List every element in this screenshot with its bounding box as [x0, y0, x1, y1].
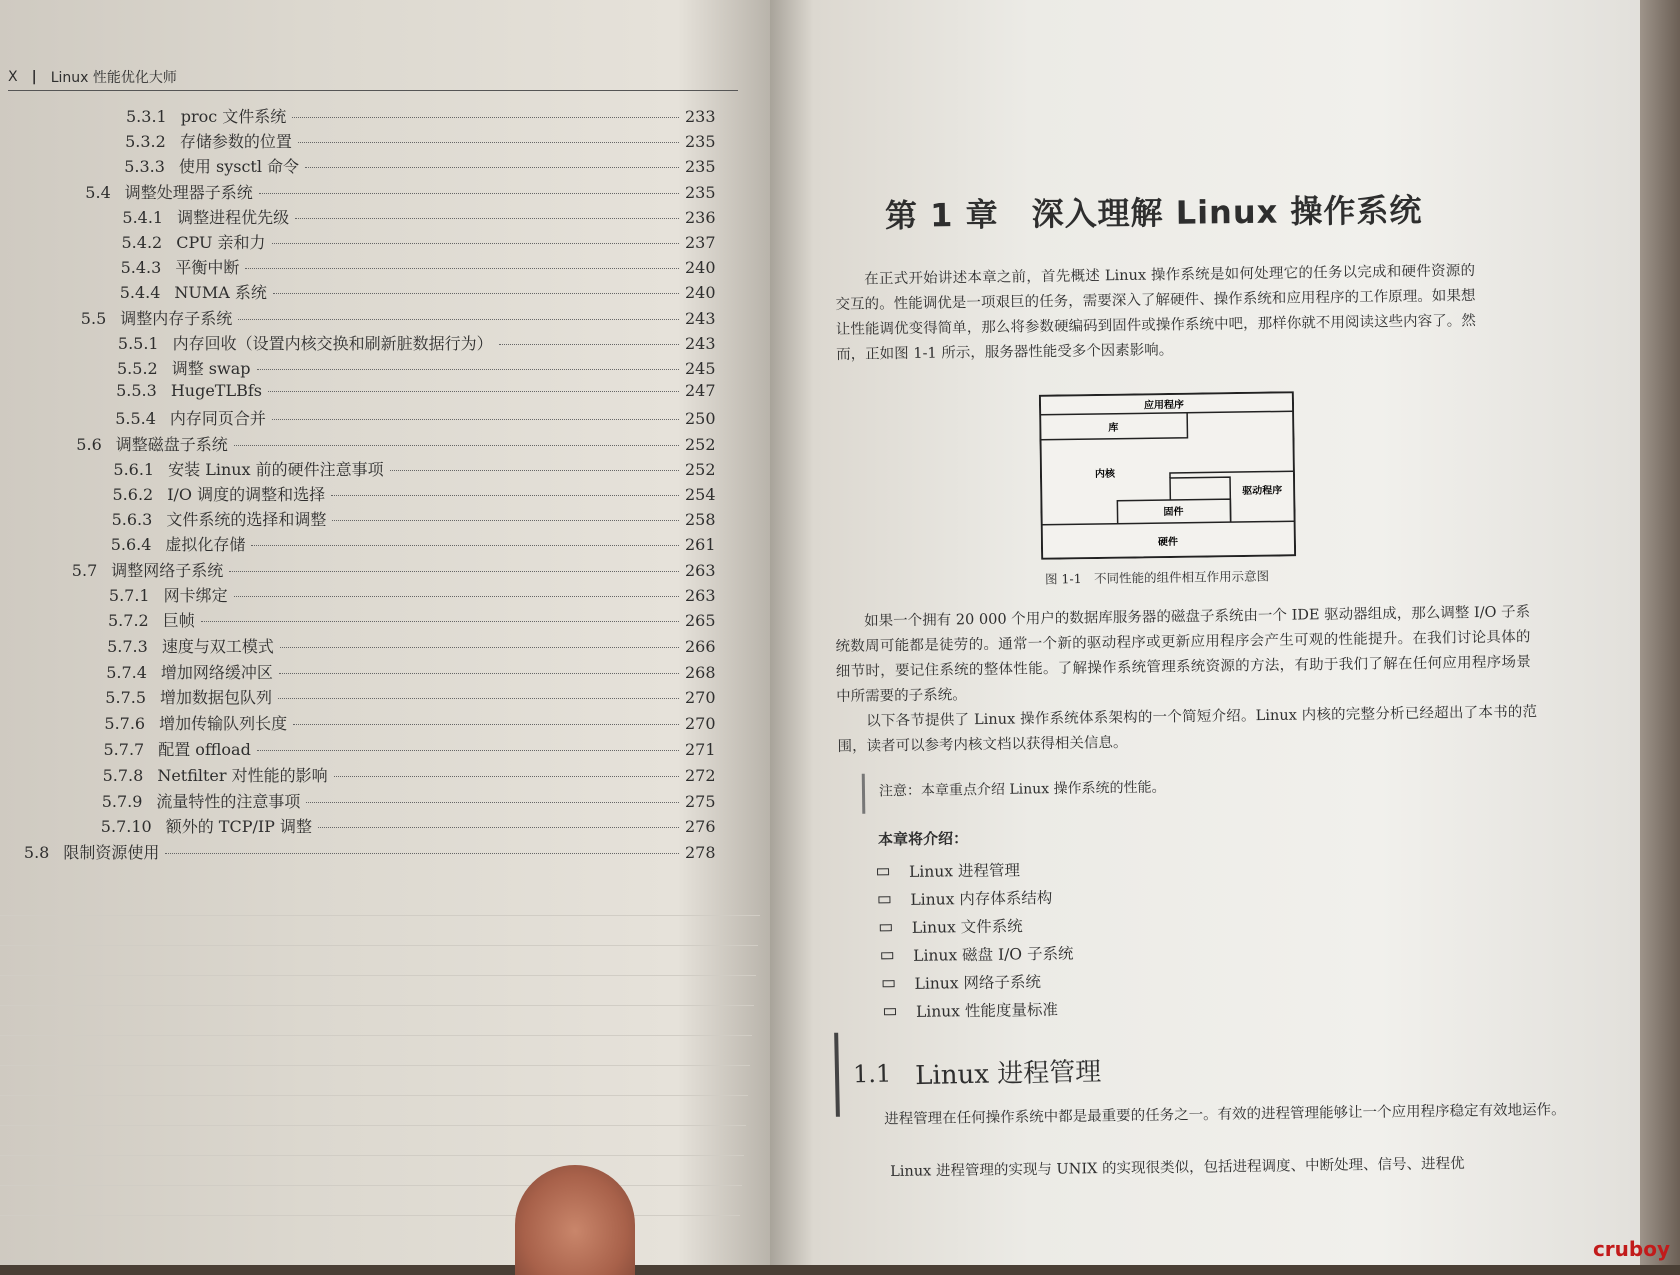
toc-entry: [122, 205, 715, 229]
toc-entry: [101, 814, 715, 838]
toc-leader-dots: [306, 802, 679, 803]
topic-item: [881, 939, 1074, 970]
left-page: [0, 0, 770, 1265]
toc-page-number: 272: [684, 765, 716, 785]
toc-entry: [113, 482, 716, 506]
toc-page-number: 275: [684, 791, 716, 811]
toc-page-number: 236: [684, 207, 716, 227]
toc-page-number: 240: [684, 258, 716, 278]
topic-label: Linux 内存体系结构: [910, 888, 1053, 909]
topic-item: [878, 883, 1073, 914]
toc-page-number: 270: [684, 714, 716, 734]
toc-number: 5.7.6: [104, 714, 146, 734]
ruled-line: [0, 1065, 750, 1066]
toc-title: 调整进程优先级: [177, 207, 290, 227]
paragraph-5: Linux 进程管理的实现与 UNIX 的实现很类似，包括进程调度、中断处理、信号、进程优: [890, 1155, 1465, 1180]
toc-leader-dots: [165, 853, 679, 854]
toc-number: 5.4.1: [122, 207, 164, 227]
paragraph-2: 如果一个拥有 20 000 个用户的数据库服务器的磁盘子系统由一个 IDE 驱动器组成，那么调整 I/O 子系统数周可能都是徒劳的。通常一个新的驱动程序或更新应用程序会产生可观的性能提升。在我们讨论具体的细节时，要记住系统的整体性能。了解操作系统管理系统资源的方法，有助于我们了解在任何应用程序场景中所需要的子系统。: [835, 604, 1531, 705]
header-separator: |: [31, 69, 37, 85]
toc-entry: [107, 634, 715, 658]
toc-leader-dots: [259, 193, 679, 194]
checkbox-icon: [877, 868, 889, 875]
toc-title: 调整网络子系统: [111, 560, 224, 580]
running-header: [8, 64, 738, 91]
topic-item: [880, 911, 1074, 942]
toc-entry: [72, 558, 715, 582]
toc-leader-dots: [390, 470, 679, 471]
toc-entry: [120, 280, 715, 304]
toc-title: 使用 sysctl 命令: [178, 157, 300, 177]
toc-number: 5.4: [85, 182, 111, 202]
section-title: Linux 进程管理: [914, 1056, 1102, 1091]
toc-title: 内存回收（设置内核交换和刷新脏数据行为）: [172, 333, 493, 353]
toc-title: HugeTLBfs: [170, 381, 262, 401]
topic-label: Linux 磁盘 I/O 子系统: [913, 944, 1074, 965]
toc-number: 5.7.2: [108, 611, 149, 630]
paragraph-3: 以下各节提供了 Linux 操作系统体系架构的一个简短介绍。Linux 内核的完整分析已经超出了本书的范围，读者可以参考内核文档以获得相关信息。: [837, 704, 1538, 755]
toc-number: 5.5.3: [116, 381, 157, 401]
toc-page-number: 261: [684, 535, 716, 555]
toc-entry: [111, 532, 715, 556]
toc-title: 安装 Linux 前的硬件注意事项: [168, 459, 384, 479]
toc-title: 存储参数的位置: [179, 132, 292, 152]
toc-leader-dots: [499, 344, 679, 345]
toc-number: 5.3.1: [126, 107, 167, 126]
toc-title: 增加传输队列长度: [159, 714, 288, 734]
toc-page-number: 270: [684, 688, 716, 708]
toc-number: 5.4.2: [121, 233, 163, 252]
toc-title: 调整 swap: [171, 359, 251, 378]
desk-edge: [1640, 0, 1680, 1265]
toc-number: 5.7.5: [105, 688, 147, 708]
toc-number: 5.7.7: [103, 740, 145, 759]
ruled-line: [0, 1095, 748, 1096]
toc-number: 5.6.4: [110, 535, 152, 555]
toc-title: 巨帧: [162, 611, 195, 630]
ruled-line: [0, 975, 756, 976]
toc-title: proc 文件系统: [180, 107, 287, 126]
toc-entry: [104, 737, 716, 761]
toc-leader-dots: [332, 520, 679, 521]
toc-entry: [116, 381, 715, 405]
toc-number: 5.7.10: [100, 817, 152, 837]
toc-title: 流量特性的注意事项: [156, 791, 301, 811]
toc-leader-dots: [280, 647, 679, 648]
label-applications: 应用程序: [1143, 399, 1185, 412]
toc-title: 增加网络缓冲区: [160, 662, 273, 682]
toc-page-number: 263: [684, 585, 716, 605]
topic-label: Linux 性能度量标准: [915, 1000, 1058, 1021]
toc-leader-dots: [292, 117, 679, 118]
toc-title: CPU 亲和力: [176, 233, 266, 252]
toc-entry: [113, 457, 715, 481]
toc-entry: [125, 129, 715, 153]
label-drivers: 驱动程序: [1242, 485, 1283, 497]
intro-paragraph: 在正式开始讲述本章之前，首先概述 Linux 操作系统是如何处理它的任务以完成和硬件资源的交互的。性能调优是一项艰巨的任务，需要深入了解硬件、操作系统和应用程序的工作原理。如果想让性能调优变得简单，那么将参数硬编码到固件或操作系统中吧，那样你就不用阅读这些内容了。然而，正如图 1-1 所示，服务器性能受多个因素影响。: [835, 263, 1476, 363]
topic-label: Linux 文件系统: [911, 917, 1023, 937]
toc-page-number: 250: [684, 409, 716, 429]
ruled-line: [0, 1005, 754, 1006]
section-number: 1.1: [852, 1059, 892, 1089]
toc-title: 网卡绑定: [163, 585, 228, 605]
label-hardware: 硬件: [1157, 536, 1179, 549]
chapter-title: 第 1 章 深入理解 Linux 操作系统: [884, 191, 1423, 235]
toc-number: 5.3.2: [125, 132, 166, 152]
toc-entry: [117, 356, 715, 380]
toc-leader-dots: [234, 445, 679, 446]
toc-leader-dots: [298, 142, 679, 143]
ruled-line: [0, 915, 760, 916]
toc-page-number: 278: [684, 843, 716, 863]
toc-page-number: 252: [684, 459, 716, 479]
toc-number: 5.7.1: [108, 585, 150, 605]
toc-leader-dots: [279, 673, 679, 674]
checkbox-icon: [881, 952, 893, 959]
toc-title: Netfilter 对性能的影响: [157, 765, 328, 785]
book-title: Linux 性能优化大师: [50, 70, 177, 86]
toc-entry: [124, 154, 715, 178]
toc-number: 5.4.3: [120, 258, 162, 278]
toc-entry: [81, 306, 715, 330]
toc-title: 内存同页合并: [169, 409, 266, 429]
toc-entry: [109, 583, 715, 607]
toc-number: 5.6.2: [112, 485, 154, 504]
toc-entry: [121, 255, 715, 279]
component-diagram: [1039, 391, 1296, 560]
checkbox-icon: [878, 896, 890, 903]
toc-title: 平衡中断: [175, 258, 240, 278]
toc-leader-dots: [238, 319, 679, 320]
figure-1-1: [1039, 391, 1296, 560]
toc-title: 限制资源使用: [63, 843, 160, 863]
ruled-line: [0, 1035, 752, 1036]
toc-number: 5.5: [80, 308, 107, 328]
toc-entry: [24, 840, 715, 864]
topic-label: Linux 进程管理: [908, 861, 1021, 881]
toc-leader-dots: [273, 293, 679, 294]
toc-title: 额外的 TCP/IP 调整: [165, 817, 313, 837]
ruled-line: [0, 1125, 746, 1126]
toc-title: 增加数据包队列: [160, 688, 273, 708]
toc-leader-dots: [278, 698, 679, 699]
note-box: 注意：本章重点介绍 Linux 操作系统的性能。: [862, 766, 1403, 814]
toc-number: 5.5.4: [115, 409, 156, 429]
toc-page-number: 243: [684, 308, 716, 328]
chapter-topics-list: [877, 855, 1075, 1026]
toc-number: 5.7.3: [107, 636, 148, 656]
topic-item: [877, 855, 1073, 886]
toc-leader-dots: [251, 545, 679, 546]
toc-entry: [85, 180, 715, 204]
toc-leader-dots: [295, 218, 679, 219]
toc-entry: [118, 331, 715, 355]
toc-entry: [112, 507, 715, 531]
toc-title: 虚拟化存储: [165, 535, 246, 555]
toc-leader-dots: [257, 750, 679, 751]
toc-number: 5.5.1: [117, 333, 159, 353]
topic-item: [882, 967, 1074, 998]
toc-entry: [126, 104, 715, 128]
toc-page-number: 235: [684, 157, 716, 177]
toc-page-number: 254: [685, 485, 716, 504]
label-kernel: 内核: [1094, 468, 1116, 481]
toc-page-number: 268: [684, 662, 716, 682]
toc-number: 5.6.1: [113, 459, 155, 479]
label-libraries: 库: [1108, 422, 1119, 434]
topic-label: Linux 网络子系统: [914, 973, 1042, 993]
topic-item: [884, 995, 1075, 1026]
checkbox-icon: [883, 980, 895, 987]
toc-page-number: 263: [684, 560, 716, 580]
thumb: [515, 1165, 635, 1275]
toc-page-number: 233: [685, 107, 716, 126]
toc-number: 5.3.3: [124, 157, 165, 177]
toc-leader-dots: [334, 776, 679, 777]
toc-number: 5.7.9: [101, 791, 143, 811]
toc-page-number: 237: [685, 233, 716, 252]
toc-leader-dots: [272, 419, 679, 420]
toc-page-number: 271: [685, 740, 716, 759]
toc-page-number: 245: [685, 359, 716, 378]
toc-leader-dots: [257, 369, 680, 370]
ruled-line: [0, 1155, 744, 1156]
label-firmware: 固件: [1163, 506, 1184, 519]
watermark: cruboy: [1592, 1237, 1670, 1261]
toc-title: 调整内存子系统: [120, 308, 233, 328]
toc-title: 配置 offload: [158, 740, 251, 759]
toc-number: 5.7: [71, 560, 98, 580]
toc-page-number: 235: [684, 182, 716, 202]
toc-page-number: 258: [684, 510, 716, 530]
toc-entry: [103, 763, 715, 787]
toc-leader-dots: [201, 621, 679, 622]
toc-number: 5.7.4: [106, 662, 147, 682]
toc-leader-dots: [234, 596, 679, 597]
paragraph-4: 进程管理在任何操作系统中都是最重要的任务之一。有效的进程管理能够让一个应用程序稳定有效地运作。: [884, 1102, 1566, 1128]
chapter-intro-heading: 本章将介绍：: [877, 829, 969, 849]
page-number: X: [8, 69, 18, 85]
toc-title: I/O 调度的调整和选择: [167, 485, 326, 504]
toc-page-number: 252: [684, 434, 716, 454]
toc-number: 5.4.4: [119, 283, 161, 303]
toc-leader-dots: [305, 167, 679, 168]
toc-entry: [122, 230, 716, 254]
toc-leader-dots: [318, 827, 679, 828]
toc-page-number: 235: [684, 132, 716, 152]
toc-number: 5.8: [23, 843, 50, 863]
toc-title: 速度与双工模式: [161, 636, 274, 656]
toc-leader-dots: [229, 571, 679, 572]
toc-page-number: 243: [684, 333, 716, 353]
toc-page-number: 240: [684, 283, 716, 303]
toc-entry: [108, 608, 715, 632]
toc-number: 5.7.8: [102, 765, 144, 785]
toc-leader-dots: [293, 724, 679, 725]
toc-page-number: 276: [684, 817, 716, 837]
ruled-line: [0, 1185, 742, 1186]
toc-leader-dots: [331, 495, 679, 496]
toc-leader-dots: [272, 243, 679, 244]
figure-caption: 图 1-1 不同性能的组件相互作用示意图: [1044, 568, 1270, 587]
toc-entry: [115, 406, 715, 430]
toc-title: NUMA 系统: [174, 283, 267, 303]
toc-entry: [104, 711, 715, 735]
checkbox-icon: [884, 1008, 896, 1015]
toc-number: 5.6: [76, 434, 102, 454]
toc-title: 调整处理器子系统: [124, 182, 253, 202]
toc-number: 5.6.3: [111, 510, 153, 530]
toc-leader-dots: [245, 268, 679, 269]
section-heading: [834, 1027, 1102, 1117]
toc-title: 调整磁盘子系统: [115, 434, 228, 454]
toc-page-number: 265: [685, 611, 716, 630]
toc-entry: [105, 685, 715, 709]
toc-page-number: 266: [684, 636, 716, 656]
ruled-line: [0, 945, 758, 946]
toc-leader-dots: [268, 391, 679, 392]
toc-title: 文件系统的选择和调整: [166, 510, 327, 530]
toc-number: 5.5.2: [117, 359, 158, 378]
toc-entry: [76, 432, 715, 456]
toc-page-number: 247: [684, 381, 716, 401]
toc-entry: [102, 789, 715, 813]
toc-entry: [106, 660, 715, 684]
checkbox-icon: [880, 924, 892, 931]
